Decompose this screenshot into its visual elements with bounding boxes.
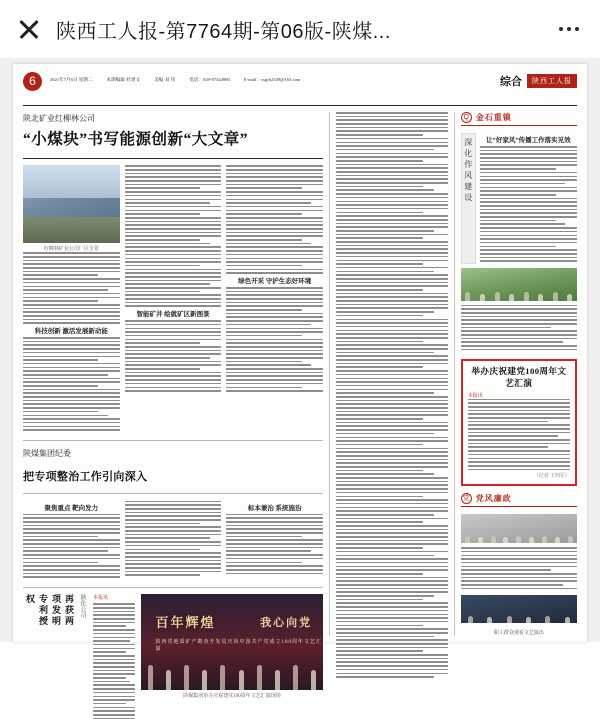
page-title: 陕西工人报-第7764期-第06版-陕煤... [56, 15, 540, 44]
main-body-text-e [226, 165, 323, 274]
second-text-a [23, 514, 120, 578]
photo-sky [23, 165, 120, 198]
masthead-logo: 陕西工人报 [527, 74, 577, 88]
right-top-text-wrap [480, 133, 577, 264]
main-photo-caption: 红柳林矿业公司厂区全景 [23, 245, 120, 252]
main-body-text-a [23, 252, 120, 324]
main-subheading-4: 聚焦重点 靶向发力 [23, 503, 120, 512]
right-bottom-badge-title: 党风廉政 [476, 493, 512, 504]
second-text-c [226, 514, 323, 575]
right-photo-3 [461, 595, 577, 623]
main-subheading-2: 智能矿井 绘就矿区新图景 [125, 309, 222, 318]
masthead-phone: 电话：029-87344980 [189, 75, 230, 84]
right-bottom-badge [461, 493, 577, 507]
masthead-section-name: 综合 [500, 73, 522, 89]
stage-subtitle: 陕西省地质矿产勘查开发局庆祝中国共产党成立100周年文艺汇演 [156, 638, 323, 652]
newspaper-viewer[interactable] [0, 58, 600, 642]
main-body-text-d [125, 320, 222, 392]
bottom-text [93, 603, 135, 719]
column-divider [454, 112, 455, 636]
highlighted-article[interactable] [461, 359, 577, 487]
more-dot [559, 27, 563, 31]
second-col-2 [125, 501, 222, 580]
main-body-text-c [125, 165, 222, 307]
mid-column [336, 112, 448, 636]
mid-text-a [336, 112, 448, 680]
right-photo-2 [461, 514, 577, 543]
masthead-editor: 本期编辑·杜建文 [107, 75, 141, 84]
highlight-title: 举办庆祝建党100周年文艺汇演 [468, 365, 570, 389]
page-columns [13, 106, 587, 636]
second-col-1 [23, 501, 120, 580]
column-divider [329, 112, 330, 636]
main-kicker: 陕北矿业红柳林公司 [23, 113, 323, 124]
photo-ground [23, 217, 120, 244]
main-headline: “小煤块”书写能源创新“大文章” [23, 130, 323, 149]
right-top-block [461, 133, 577, 264]
bottom-lead: 本报讯 [93, 594, 135, 601]
second-kicker: 陕煤集团纪委 [23, 448, 323, 459]
right-section-badge [461, 112, 577, 126]
page-number-badge: 6 [23, 72, 42, 91]
stage-photo-wrap [141, 594, 323, 636]
masthead-section [500, 72, 577, 89]
stage-performers [141, 656, 323, 691]
masthead-layout: 美编·刘 伟 [154, 75, 175, 84]
stage-banner-text: 百年辉煌 [156, 612, 216, 631]
right-photo-1 [461, 268, 577, 301]
photo-people [461, 533, 577, 543]
main-col-3 [226, 165, 323, 433]
bottom-block [23, 594, 323, 636]
main-photo-wrap [23, 165, 120, 433]
right-vertical-label: 深化作风建设 [461, 133, 476, 264]
newspaper-page[interactable] [13, 64, 587, 642]
right-text-b [461, 305, 577, 353]
second-text-b [125, 501, 222, 576]
masthead-email: E-mail：sxgrb2339@163.com [244, 75, 301, 84]
bottom-headline-wrap [23, 594, 87, 636]
second-body [23, 501, 323, 580]
more-options-icon[interactable] [552, 14, 586, 44]
main-body-text-f [226, 287, 323, 392]
right-section-title: 金石重镇 [476, 112, 512, 123]
circle-q-icon: Q [461, 112, 472, 123]
stage-banner-right: 我心向党 [260, 614, 312, 630]
main-top-block [23, 165, 323, 433]
right-text-c [461, 547, 577, 591]
circle-badge-icon: 党 [461, 493, 472, 504]
main-subheading-5: 标本兼治 系统施治 [226, 503, 323, 512]
main-photo [23, 165, 120, 243]
more-dot [567, 27, 571, 31]
bottom-text-col [93, 594, 135, 636]
masthead-date: 2021年7月6日 星期二 [50, 75, 93, 84]
highlight-text [468, 399, 570, 471]
second-headline: 把专项整治工作引向深入 [23, 468, 323, 484]
masthead [23, 72, 577, 106]
main-column [23, 112, 323, 636]
right-top-text [480, 146, 577, 262]
second-col-3 [226, 501, 323, 580]
more-dot [575, 27, 579, 31]
main-subheading-3: 绿色开采 守护生态好环境 [226, 276, 323, 285]
photo-people [461, 289, 577, 301]
stage-photo-caption: 陕煤集团举办庆祝建党100周年文艺汇演现场 [141, 692, 323, 699]
right-column [461, 112, 577, 636]
right-top-headline: 让“好家风”传播工作落实见效 [480, 135, 577, 144]
highlight-lead: 本报讯 [468, 392, 570, 399]
highlight-byline: （记者 王何军） [468, 472, 570, 479]
close-icon[interactable] [14, 14, 44, 44]
bottom-kicker: 陕化公司 [78, 594, 87, 636]
top-bar [0, 0, 600, 58]
photo-people [461, 613, 577, 623]
bottom-headline: 再获两项发明专利授权 [23, 594, 75, 636]
stage-photo [141, 594, 323, 690]
right-photo-caption: 职工群众观看文艺演出 [461, 629, 577, 636]
main-col-2 [125, 165, 222, 433]
masthead-meta [50, 72, 492, 84]
main-body-text-b [23, 337, 120, 431]
main-subheading-1: 科技创新 激活发展新动能 [23, 326, 120, 335]
